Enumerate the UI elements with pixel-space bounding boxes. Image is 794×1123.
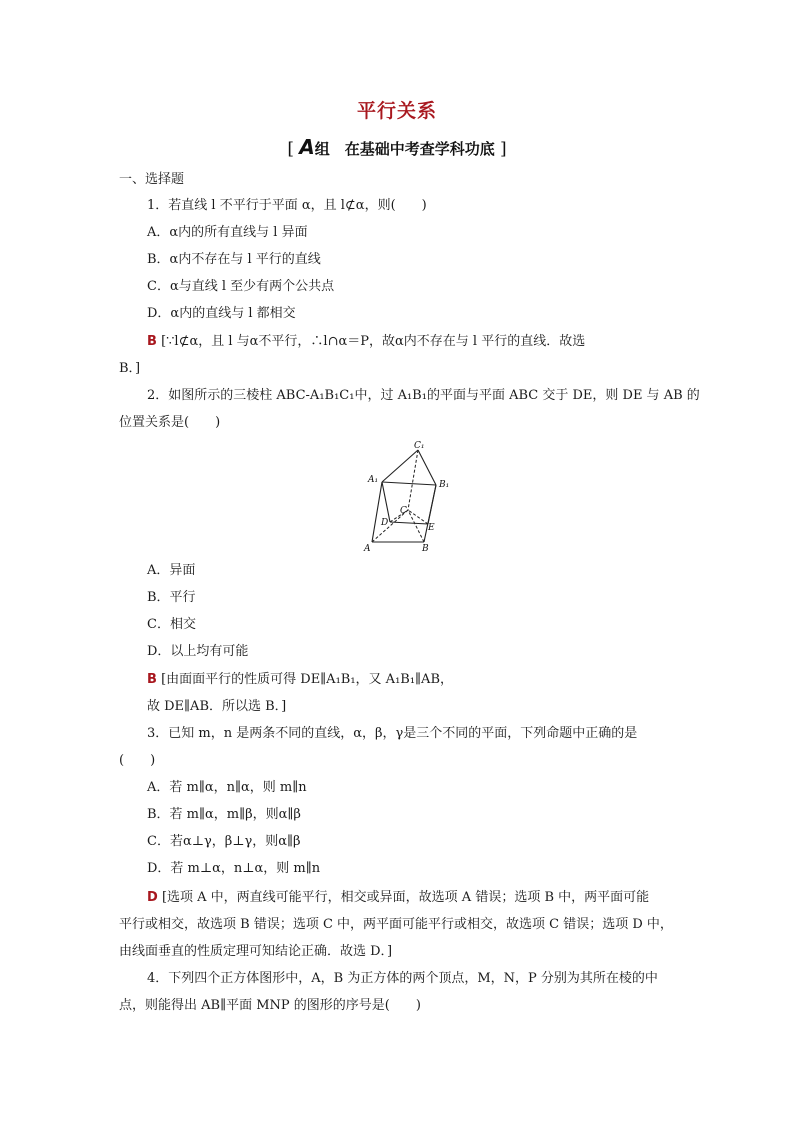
q2-option-a: A．异面 bbox=[147, 563, 196, 578]
q2-answer-text: [由面面平行的性质可得 DE∥A₁B₁，又 A₁B₁∥AB， bbox=[161, 672, 453, 687]
label-c: C bbox=[400, 506, 407, 516]
label-b: B bbox=[422, 544, 429, 554]
q1-option-d: D．α内的直线与 l 都相交 bbox=[147, 306, 296, 321]
q3-stem: 3．已知 m，n 是两条不同的直线，α，β，γ是三个不同的平面，下列命题中正确的是 bbox=[147, 726, 638, 741]
bracket-close: ] bbox=[499, 139, 507, 159]
q1-answer-letter: B bbox=[147, 334, 157, 349]
q3-option-c: C．若α⊥γ，β⊥γ，则α∥β bbox=[147, 834, 301, 849]
bracket-open: [ bbox=[287, 139, 295, 159]
label-c1: C₁ bbox=[414, 441, 425, 451]
q1-stem: 1．若直线 l 不平行于平面 α，且 l⊄α，则( ) bbox=[147, 198, 427, 213]
q3-option-b: B．若 m∥α，m∥β，则α∥β bbox=[147, 807, 301, 822]
q2-option-c: C．相交 bbox=[147, 617, 196, 632]
q1-answer-text: [∵l⊄α，且 l 与α不平行，∴l∩α＝P，故α内不存在与 l 平行的直线．故选 bbox=[161, 334, 586, 349]
q4-stem: 4．下列四个正方体图形中，A，B 为正方体的两个顶点，M，N，P 分别为其所在棱的中 bbox=[147, 971, 658, 986]
q2-stem-cont: 位置关系是( ) bbox=[119, 415, 221, 430]
q1-answer bbox=[147, 333, 585, 351]
q1-option-c: C．α与直线 l 至少有两个公共点 bbox=[147, 279, 335, 294]
label-a1: A₁ bbox=[368, 475, 379, 485]
q3-answer bbox=[147, 889, 649, 907]
label-a: A bbox=[364, 544, 371, 554]
prism-figure bbox=[362, 440, 454, 554]
label-e: E bbox=[428, 523, 435, 533]
q2-answer-cont: 故 DE∥AB．所以选 B．] bbox=[147, 699, 287, 714]
label-b1: B₁ bbox=[439, 480, 450, 490]
q3-answer-letter: D bbox=[147, 890, 158, 905]
q3-stem-cont: ( ) bbox=[119, 753, 156, 768]
group-label: 组 在基础中考查学科功底 bbox=[314, 140, 495, 158]
q2-answer-letter: B bbox=[147, 672, 157, 687]
q4-stem-cont: 点，则能得出 AB∥平面 MNP 的图形的序号是( ) bbox=[119, 998, 421, 1013]
page-title: 平行关系 bbox=[356, 100, 437, 122]
q3-option-a: A．若 m∥α，n∥α，则 m∥n bbox=[147, 780, 307, 795]
q2-option-b: B．平行 bbox=[147, 590, 196, 605]
q2-option-d: D．以上均有可能 bbox=[147, 644, 249, 659]
q1-option-a: A．α内的所有直线与 l 异面 bbox=[147, 225, 308, 240]
section-heading: 一、选择题 bbox=[119, 172, 185, 187]
group-letter: A bbox=[299, 135, 315, 159]
q3-answer-text: [选项 A 中，两直线可能平行，相交或异面，故选项 A 错误；选项 B 中，两平面可能 bbox=[161, 890, 650, 905]
q1-option-b: B．α内不存在与 l 平行的直线 bbox=[147, 252, 321, 267]
q3-answer-cont-1: 平行或相交，故选项 B 错误；选项 C 中，两平面可能平行或相交，故选项 C 错误；选项 D 中， bbox=[119, 917, 673, 932]
q3-option-d: D．若 m⊥α，n⊥α，则 m∥n bbox=[147, 861, 321, 876]
label-d: D bbox=[381, 518, 389, 528]
q2-answer bbox=[147, 671, 453, 689]
q2-stem: 2．如图所示的三棱柱 ABC-A₁B₁C₁中，过 A₁B₁的平面与平面 ABC 交于 DE，则 DE 与 AB 的 bbox=[147, 388, 700, 403]
group-heading bbox=[0, 135, 794, 159]
q3-answer-cont-2: 由线面垂直的性质定理可知结论正确．故选 D．] bbox=[119, 944, 393, 959]
q1-answer-cont: B．] bbox=[119, 361, 141, 376]
